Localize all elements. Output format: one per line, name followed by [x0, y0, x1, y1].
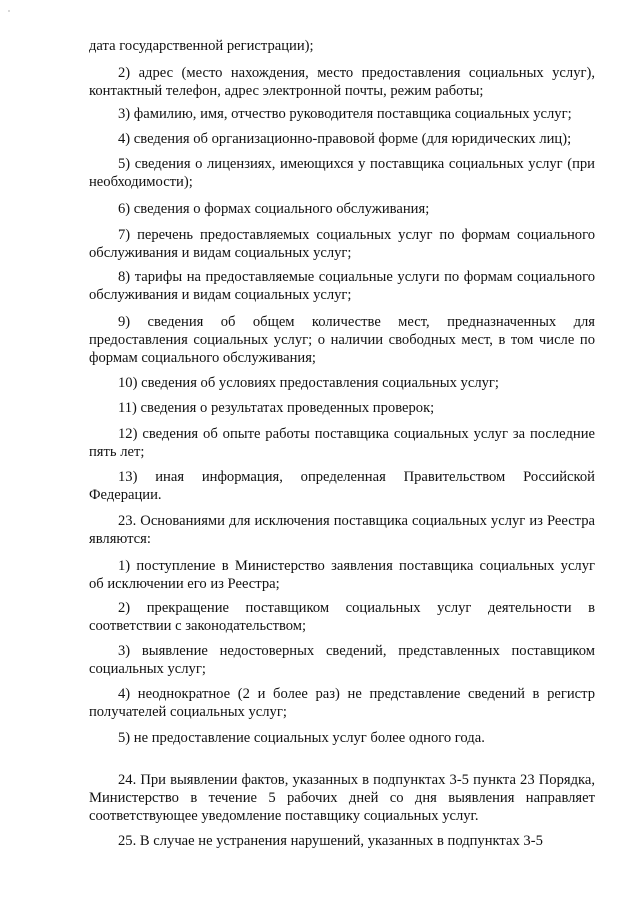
paragraph: 13) иная информация, определенная Правительством Российской Федерации.	[89, 469, 595, 503]
paragraph: 5) сведения о лицензиях, имеющихся у поставщика социальных услуг (при необходимости);	[89, 156, 595, 190]
paragraph: 8) тарифы на предоставляемые социальные услуги по формам социального обслуживания и видам социальных услуг;	[89, 269, 595, 303]
paragraph: 3) фамилию, имя, отчество руководителя поставщика социальных услуг;	[118, 106, 572, 122]
paragraph: 7) перечень предоставляемых социальных услуг по формам социального обслуживания и видам социальных услуг;	[89, 227, 595, 261]
paragraph: 10) сведения об условиях предоставления социальных услуг;	[118, 375, 499, 391]
paragraph: 9) сведения об общем количестве мест, предназначенных для предоставления социальных услуг; о наличии свободных мест, в том числе по формам социального обслуживания;	[89, 314, 595, 366]
paragraph: 24. При выявлении фактов, указанных в подпунктах 3-5 пункта 23 Порядка, Министерство в течение 5 рабочих дней со дня выявления направляет соответствующее уведомление поставщику социальных услуг.	[89, 772, 595, 824]
scan-speck	[8, 10, 10, 12]
paragraph: 1) поступление в Министерство заявления поставщика социальных услуг об исключении его из Реестра;	[89, 558, 595, 592]
paragraph: 12) сведения об опыте работы поставщика социальных услуг за последние пять лет;	[89, 426, 595, 460]
paragraph: 23. Основаниями для исключения поставщика социальных услуг из Реестра являются:	[89, 513, 595, 547]
paragraph: 4) сведения об организационно-правовой форме (для юридических лиц);	[118, 131, 572, 147]
paragraph: 2) прекращение поставщиком социальных услуг деятельности в соответствии с законодательством;	[89, 600, 595, 634]
paragraph: 2) адрес (место нахождения, место предоставления социальных услуг), контактный телефон, адрес электронной почты, режим работы;	[89, 65, 595, 99]
paragraph: дата государственной регистрации);	[89, 38, 314, 54]
paragraph: 4) неоднократное (2 и более раз) не представление сведений в регистр получателей социальных услуг;	[89, 686, 595, 720]
paragraph: 3) выявление недостоверных сведений, представленных поставщиком социальных услуг;	[89, 643, 595, 677]
paragraph: 6) сведения о формах социального обслуживания;	[118, 201, 430, 217]
paragraph: 11) сведения о результатах проведенных проверок;	[118, 400, 435, 416]
paragraph: 25. В случае не устранения нарушений, указанных в подпунктах 3-5	[118, 833, 543, 849]
paragraph: 5) не предоставление социальных услуг более одного года.	[118, 730, 485, 746]
